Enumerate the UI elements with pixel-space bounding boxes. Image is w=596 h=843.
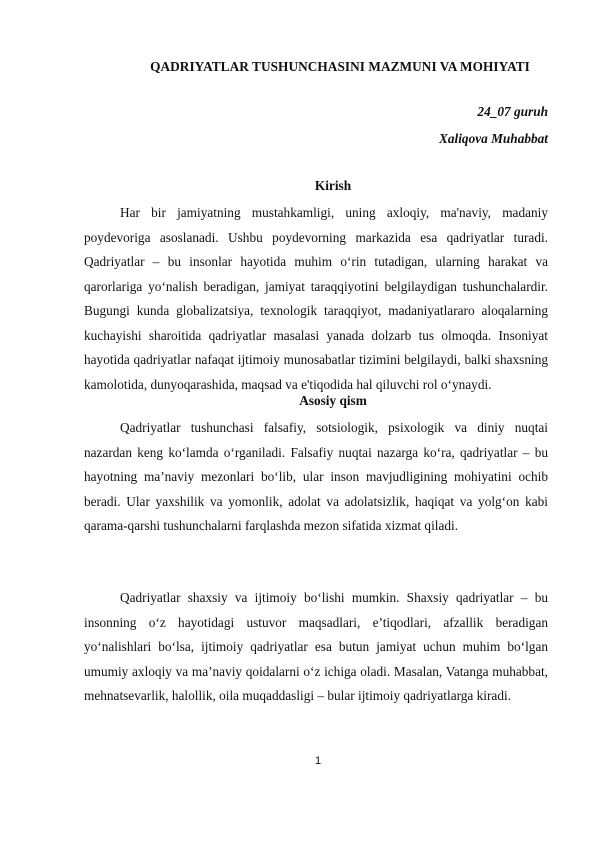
main-heading: Asosiy qism xyxy=(299,393,367,408)
document-title: QADRIYATLAR TUSHUNCHASINI MAZMUNI VA MOHIYATI xyxy=(150,59,530,74)
main-paragraph-2: Qadriyatlar shaxsiy va ijtimoiy boʻlishi mumkin. Shaxsiy qadriyatlar – bu insonning oʻz hayotidagi ustuvor maqsadlari, e’tiqodlari, afzallik beradigan yoʻnalishlari boʻlsa, ijtimoiy qadriyatlar esa butun jamiyat uchun muhim boʻlgan umumiy axloqiy va ma’naviy qoidalarni oʻz ichiga oladi. Masalan, Vatanga muhabbat, mehnatsevarlik, halollik, oila muqaddasligi – bular ijtimoiy qadriyatlarga kiradi. xyxy=(84,590,548,703)
group-label: 24_07 guruh xyxy=(477,104,548,119)
author-name: Xaliqova Muhabbat xyxy=(439,131,548,146)
intro-heading: Kirish xyxy=(314,178,352,193)
main-paragraph-1: Qadriyatlar tushunchasi falsafiy, sotsiologik, psixologik va diniy nuqtai nazardan keng koʻlamda oʻrganiladi. Falsafiy nuqtai nazarga koʻra, qadriyatlar – bu hayotning ma’naviy mezonlari boʻlib, ular inson mavjudligining mohiyatini ochib beradi. Ular yaxshilik va yomonlik, adolat va adolatsizlik, haqiqat va yolgʻon kabi qarama-qarshi tushunchalarni farqlashda mezon sifatida xizmat qiladi. xyxy=(84,420,548,533)
intro-paragraph: Har bir jamiyatning mustahkamligi, uning axloqiy, ma'naviy, madaniy poydevoriga asoslanadi. Ushbu poydevorning markazida esa qadriyatlar turadi. Qadriyatlar – bu insonlar hayotida muhim oʻrin tutadigan, ularning harakat va qarorlariga yoʻnalish beradigan, jamiyat taraqqiyotini belgilaydigan tushunchalardir. Bugungi kunda globalizatsiya, texnologik taraqqiyot, madaniyatlararo aloqalarning kuchayishi sharoitida qadriyatlar masalasi yanada dolzarb tus olmoqda. Insoniyat hayotida qadriyatlar nafaqat ijtimoiy munosabatlar tizimini belgilaydi, balki shaxsning kamolotida, dunyoqarashida, maqsad va e'tiqodida hal qiluvchi rol oʻynaydi. xyxy=(84,205,548,392)
page-number: 1 xyxy=(314,755,322,767)
